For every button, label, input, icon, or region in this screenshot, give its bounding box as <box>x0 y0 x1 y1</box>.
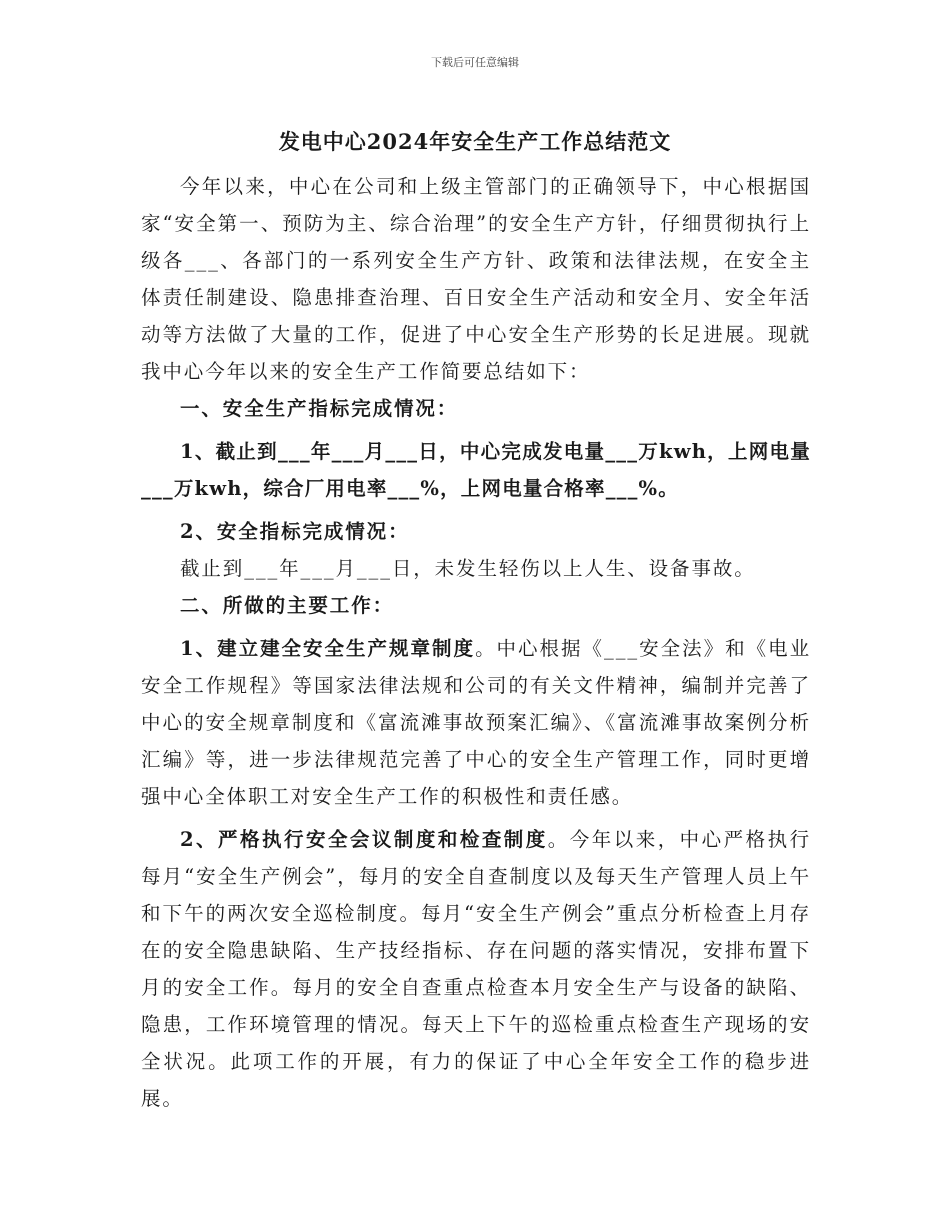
section2-heading: 二、所做的主要工作： <box>180 594 395 617</box>
item1-2-paragraph: 截止到___年___月___日，未发生轻伤以上人生、设备事故。 <box>180 557 756 580</box>
item2-2-paragraph <box>141 821 811 1117</box>
item2-2-text: 。今年以来，中心严格执行每月“安全生产例会”，每月的安全自查制度以及每天生产管理人员上午和下午的两次安全巡检制度。每月“安全生产例会”重点分析检查上月存在的安全隐患缺陷、生产技经指标、存在问题的落实情况，安排布置下月的安全工作。每月的安全自查重点检查本月安全生产与设备的缺陷、隐患，工作环境管理的情况。每天上下午的巡检重点检查生产现场的安全状况。此项工作的开展，有力的保证了中心全年安全工作的稳步进展。 <box>141 828 811 1110</box>
header-note: 下载后可任意编辑 <box>431 56 519 69</box>
document-title: 发电中心2024年安全生产工作总结范文 <box>278 129 672 154</box>
document-body <box>141 168 811 1117</box>
item1-1-paragraph: 1、截止到___年___月___日，中心完成发电量___万kwh，上网电量___万kwh，综合厂用电率___%，上网电量合格率___%。 <box>141 440 811 500</box>
item1-2-heading: 2、安全指标完成情况： <box>180 520 410 543</box>
item2-2-lead: 2、严格执行安全会议制度和检查制度 <box>180 828 548 851</box>
section1-heading: 一、安全生产指标完成情况： <box>180 397 459 420</box>
intro-paragraph: 今年以来，中心在公司和上级主管部门的正确领导下，中心根据国家“安全第一、预防为主、综合治理”的安全生产方针，仔细贯彻执行上级各___、各部门的一系列安全生产方针、政策和法律法规，在安全主体责任制建设、隐患排查治理、百日安全生产活动和安全月、安全年活动等方法做了大量的工作，促进了中心安全生产形势的长足进展。现就我中心今年以来的安全生产工作简要总结如下： <box>141 175 811 383</box>
item2-1-lead: 1、建立建全安全生产规章制度 <box>180 637 476 660</box>
item2-1-text: 。中心根据《___安全法》和《电业安全工作规程》等国家法律法规和公司的有关文件精神，编制并完善了中心的安全规章制度和《富流滩事故预案汇编》、《富流滩事故案例分析汇编》等，进一步法律规范完善了中心的安全生产管理工作，同时更增强中心全体职工对安全生产工作的积极性和责任感。 <box>141 637 811 808</box>
item2-1-paragraph <box>141 630 811 815</box>
